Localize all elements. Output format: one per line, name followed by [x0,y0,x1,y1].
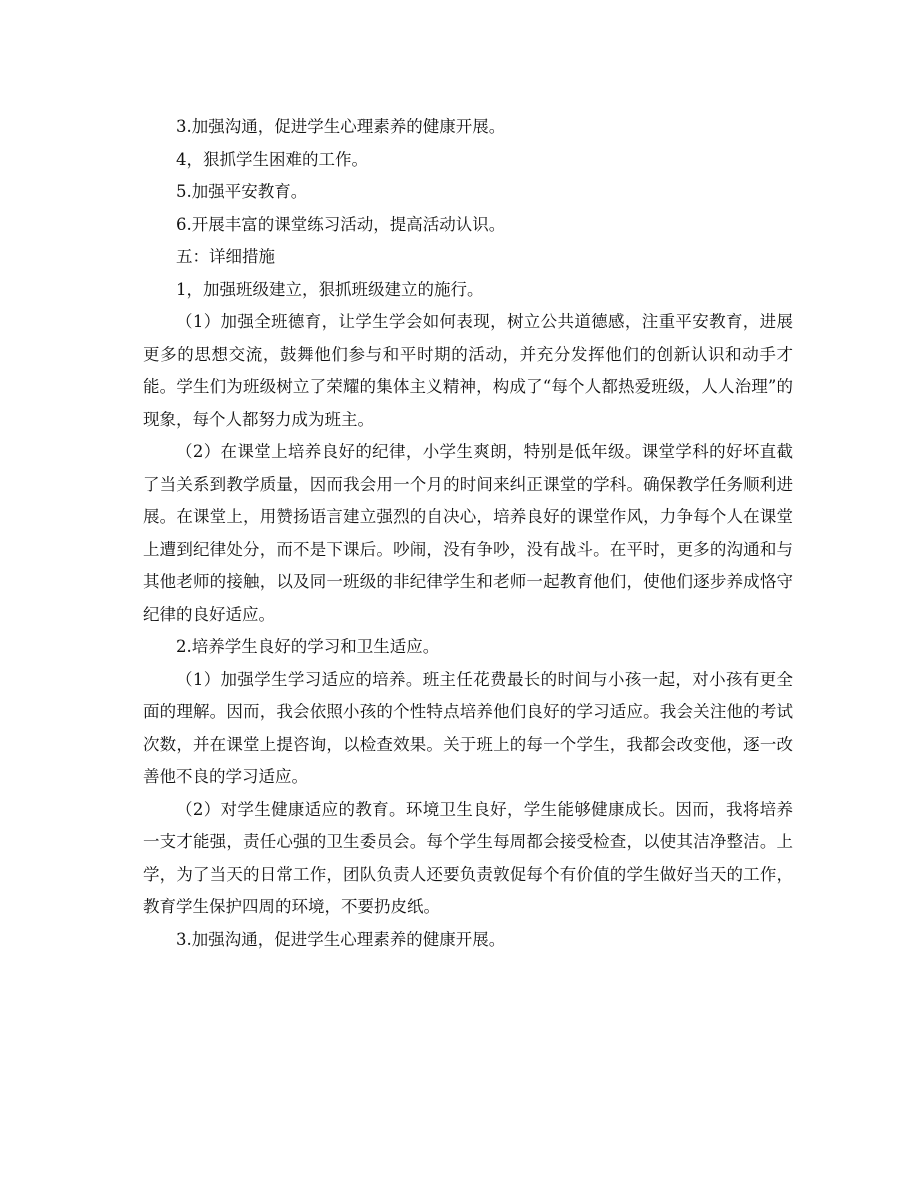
paragraph-moral-education: （1）加强全班德育，让学生学会如何表现，树立公共道德感，注重平安教育，进展更多的思想交流，鼓舞他们参与和平时期的活动，并充分发挥他们的创新认识和动手才能。学生们为班级树立了荣耀的集体主义精神，构成了“每个人都热爱班级，人人治理”的现象，每个人都努力成为班主。 [143,312,793,429]
subheading-communication: 3.加强沟通，促进学生心理素养的健康开展。 [176,929,506,949]
list-item-3: 3.加强沟通，促进学生心理素养的健康开展。 [176,117,506,136]
paragraph-health-habits: （2）对学生健康适应的教育。环境卫生良好，学生能够健康成长。因而，我将培养一支才能强，责任心强的卫生委员会。每个学生每周都会接受检查，以使其洁净整洁。上学，为了当天的日常工作，团队负责人还要负责敦促每个有价值的学生做好当天的工作，教育学生保护四周的环境，不要扔皮纸。 [143,799,793,916]
paragraph-study-habits: （1）加强学生学习适应的培养。班主任花费最长的时间与小孩一起，对小孩有更全面的理解。因而，我会依照小孩的个性特点培养他们良好的学习适应。我会关注他的考试次数，并在课堂上提咨询，以检查效果。关于班上的每一个学生，我都会改变他，逐一改善他不良的学习适应。 [143,669,793,786]
paragraph-classroom-discipline: （2）在课堂上培养良好的纪律，小学生爽朗，特别是低年级。课堂学科的好坏直截了当关系到教学质量，因而我会用一个月的时间来纠正课堂的学科。确保教学任务顺利进展。在课堂上，用赞扬语言建立强烈的自决心，培养良好的课堂作风，力争每个人在课堂上遭到纪律处分，而不是下课后。吵闹，没有争吵，没有战斗。在平时，更多的沟通和与其他老师的接触，以及同一班级的非纪律学生和老师一起教育他们，使他们逐步养成恪守纪律的良好适应。 [143,442,793,624]
subheading-study-habits: 2.培养学生良好的学习和卫生适应。 [176,637,440,656]
list-item-5: 5.加强平安教育。 [176,182,308,201]
list-item-6: 6.开展丰富的课堂练习活动，提高活动认识。 [176,214,506,234]
subheading-class-building: 1，加强班级建立，狠抓班级建立的施行。 [176,279,484,299]
section-heading-measures: 五：详细措施 [176,247,275,266]
list-item-4: 4，狠抓学生困难的工作。 [176,149,368,169]
document-body [143,111,793,956]
